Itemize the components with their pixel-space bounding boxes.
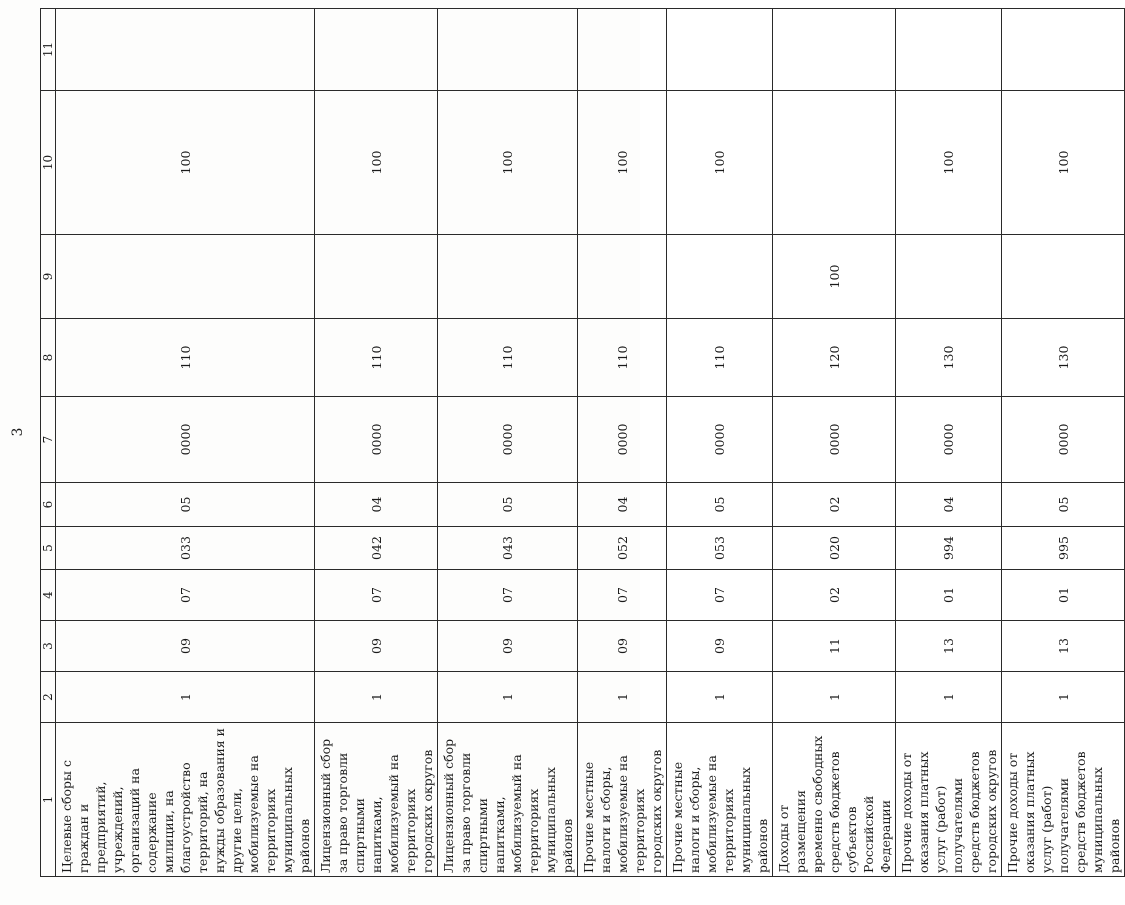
row-description: Прочие местные налоги и сборы, мобилизуемые на территориях муниципальных районов — [667, 723, 773, 877]
table-cell: 09 — [438, 621, 578, 672]
table-cell: 04 — [315, 483, 438, 527]
table-row — [56, 9, 315, 877]
table-cell: 01 — [1002, 570, 1125, 621]
column-header: 3 — [41, 621, 56, 672]
table-cell — [578, 9, 667, 91]
table-cell: 1 — [1002, 672, 1125, 723]
table-cell: 110 — [315, 319, 438, 397]
table-cell: 994 — [896, 527, 1002, 570]
column-header: 2 — [41, 672, 56, 723]
table-row — [667, 9, 773, 877]
rotated-content — [3, 9, 1122, 877]
row-description: Прочие доходы от оказания платных услуг (работ) получателями средств бюджетов городских округов — [896, 723, 1002, 877]
table-row — [896, 9, 1002, 877]
table-cell — [1002, 235, 1125, 319]
table-cell — [667, 235, 773, 319]
table-cell: 052 — [578, 527, 667, 570]
table-cell: 0000 — [773, 397, 896, 483]
table-cell: 100 — [667, 91, 773, 235]
table-cell: 100 — [56, 91, 315, 235]
table-cell: 09 — [315, 621, 438, 672]
table-cell: 1 — [56, 672, 315, 723]
table-cell: 0000 — [578, 397, 667, 483]
table-row — [773, 9, 896, 877]
table-cell: 100 — [1002, 91, 1125, 235]
table-cell: 09 — [578, 621, 667, 672]
table-cell: 130 — [896, 319, 1002, 397]
table-cell — [896, 9, 1002, 91]
table-cell: 07 — [315, 570, 438, 621]
table-cell: 02 — [773, 483, 896, 527]
table-cell: 07 — [56, 570, 315, 621]
page-number: 3 — [10, 427, 26, 437]
row-description: Прочие местные налоги и сборы, мобилизуемые на территориях городских округов — [578, 723, 667, 877]
column-header: 1 — [41, 723, 56, 877]
table-cell: 13 — [896, 621, 1002, 672]
table-cell: 1 — [578, 672, 667, 723]
table-cell: 05 — [1002, 483, 1125, 527]
table-cell: 120 — [773, 319, 896, 397]
table-cell: 0000 — [1002, 397, 1125, 483]
table-cell: 04 — [896, 483, 1002, 527]
table-cell: 1 — [315, 672, 438, 723]
table-cell: 07 — [438, 570, 578, 621]
table-cell: 04 — [578, 483, 667, 527]
table-cell — [667, 9, 773, 91]
table-cell: 995 — [1002, 527, 1125, 570]
table-cell: 09 — [56, 621, 315, 672]
table-row — [315, 9, 438, 877]
table-cell: 1 — [667, 672, 773, 723]
column-header: 4 — [41, 570, 56, 621]
table-cell: 07 — [667, 570, 773, 621]
table-cell: 053 — [667, 527, 773, 570]
table-cell — [896, 235, 1002, 319]
table-cell: 0000 — [315, 397, 438, 483]
table-cell: 100 — [578, 91, 667, 235]
table-cell: 05 — [56, 483, 315, 527]
table-cell: 05 — [438, 483, 578, 527]
table-cell: 033 — [56, 527, 315, 570]
column-header: 8 — [41, 319, 56, 397]
table-cell — [56, 235, 315, 319]
table-row — [1002, 9, 1125, 877]
table-cell: 020 — [773, 527, 896, 570]
table-cell: 1 — [438, 672, 578, 723]
table-cell: 13 — [1002, 621, 1125, 672]
table-cell — [315, 9, 438, 91]
table-cell — [773, 9, 896, 91]
row-description: Целевые сборы с граждан и предприятий, учреждений, организаций на содержание милиции, на благоустройство территорий, на нужды образования и другие цели, мобилизуемые на территориях муниципальных районов — [56, 723, 315, 877]
table-cell: 02 — [773, 570, 896, 621]
table-cell: 0000 — [56, 397, 315, 483]
table-cell: 0000 — [438, 397, 578, 483]
row-description: Прочие доходы от оказания платных услуг (работ) получателями средств бюджетов муниципальных районов — [1002, 723, 1125, 877]
table-cell: 100 — [773, 235, 896, 319]
table-cell: 09 — [667, 621, 773, 672]
table-cell: 110 — [578, 319, 667, 397]
row-description: Лицензионный сбор за право торговли спиртными напитками, мобилизуемый на территориях городских округов — [315, 723, 438, 877]
table-row — [578, 9, 667, 877]
table-cell: 100 — [896, 91, 1002, 235]
column-header: 7 — [41, 397, 56, 483]
table-cell — [1002, 9, 1125, 91]
table-cell — [56, 9, 315, 91]
column-header: 10 — [41, 91, 56, 235]
table-cell: 0000 — [896, 397, 1002, 483]
budget-classification-table — [40, 8, 1125, 877]
column-header: 5 — [41, 527, 56, 570]
table-row — [438, 9, 578, 877]
table-cell: 07 — [578, 570, 667, 621]
table-cell: 0000 — [667, 397, 773, 483]
table-cell: 110 — [438, 319, 578, 397]
table-cell — [773, 91, 896, 235]
table-cell — [315, 235, 438, 319]
table-cell: 100 — [315, 91, 438, 235]
table-cell: 11 — [773, 621, 896, 672]
table-cell: 110 — [667, 319, 773, 397]
column-header: 11 — [41, 9, 56, 91]
table-cell: 05 — [667, 483, 773, 527]
table-cell — [438, 9, 578, 91]
table-cell — [578, 235, 667, 319]
column-header: 6 — [41, 483, 56, 527]
row-description: Доходы от размещения временно свободных средств бюджетов субъектов Российской Федерации — [773, 723, 896, 877]
table-cell: 100 — [438, 91, 578, 235]
table-cell: 130 — [1002, 319, 1125, 397]
table-header-row — [41, 9, 56, 877]
column-header: 9 — [41, 235, 56, 319]
table-cell: 043 — [438, 527, 578, 570]
table-cell: 042 — [315, 527, 438, 570]
table-cell: 1 — [896, 672, 1002, 723]
table-cell: 1 — [773, 672, 896, 723]
table-cell: 110 — [56, 319, 315, 397]
row-description: Лицензионный сбор за право торговли спиртными напитками, мобилизуемый на территориях муниципальных районов — [438, 723, 578, 877]
table-cell: 01 — [896, 570, 1002, 621]
table-cell — [438, 235, 578, 319]
